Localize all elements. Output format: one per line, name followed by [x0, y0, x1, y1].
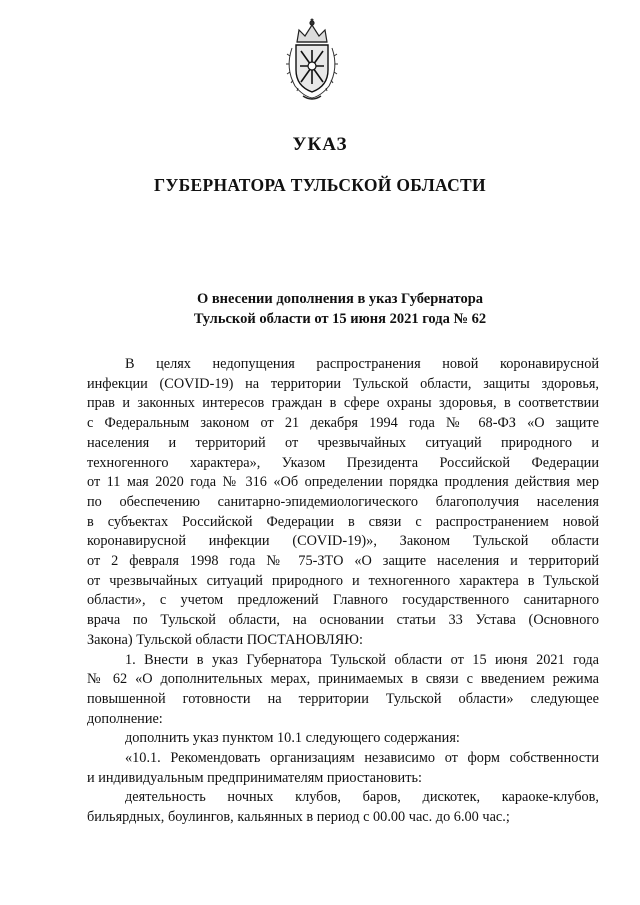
- document-subject: [120, 289, 560, 329]
- text-line: Закона) Тульской области ПОСТАНОВЛЯЮ:: [87, 631, 363, 648]
- item-1-paragraph: [87, 651, 599, 730]
- text-line: по обеспечению санитарно-эпидемиологического благополучия населения: [87, 493, 599, 510]
- text-line: деятельность ночных клубов, баров, дискотек, караоке-клубов,: [125, 789, 599, 806]
- preamble-paragraph: [87, 355, 599, 651]
- text-line: 1. Внести в указ Губернатора Тульской области от 15 июня 2021 года: [125, 651, 599, 668]
- document-body: [87, 355, 599, 828]
- text-line: бильярдных, боулингов, кальянных в период с 00.00 час. до 6.00 час.;: [87, 809, 510, 826]
- text-line: от 11 мая 2020 года № 316 «Об определении порядка продления действия мер: [87, 474, 599, 491]
- text-line: техногенного характера», Указом Президента Российской Федерации: [87, 454, 599, 471]
- text-line: от чрезвычайных ситуаций природного и техногенного характера в Тульской: [87, 572, 599, 589]
- text-line: области», с учетом предложений Главного государственного санитарного: [87, 592, 599, 609]
- subject-line: О внесении дополнения в указ Губернатора: [196, 291, 484, 307]
- text-line: № 62 «О дополнительных мерах, принимаемых в связи с введением режима: [87, 671, 599, 688]
- text-line: дополнение:: [87, 710, 163, 727]
- supplement-paragraph: [87, 729, 599, 749]
- text-line: инфекции (COVID-19) на территории Тульской области, защиты здоровья,: [87, 375, 599, 392]
- text-line: коронавирусной инфекции (COVID-19)», Законом Тульской области: [87, 533, 599, 550]
- text-line: в субъектах Российской Федерации в связи с распространением новой: [87, 513, 599, 530]
- document-heading: УКАЗ: [292, 134, 348, 155]
- text-line: населения и территорий от чрезвычайных ситуаций природного и: [87, 434, 599, 451]
- text-line: и индивидуальным предпринимателям приостановить:: [87, 769, 422, 786]
- text-line: от 2 февраля 1998 года № 75-ЗТО «О защите населения и территорий: [87, 553, 599, 570]
- text-line: с Федеральным законом от 21 декабря 1994 года № 68-ФЗ «О защите: [87, 415, 599, 432]
- text-line: дополнить указ пунктом 10.1 следующего содержания:: [125, 730, 460, 747]
- text-line: врача по Тульской области, на основании статьи 33 Устава (Основного: [87, 612, 599, 629]
- activity-paragraph: [87, 788, 599, 827]
- tula-region-coat-of-arms-emblem: [283, 18, 341, 102]
- text-line: В целях недопущения распространения новой коронавирусной: [125, 356, 599, 372]
- document-issuer: ГУБЕРНАТОРА ТУЛЬСКОЙ ОБЛАСТИ: [154, 175, 486, 195]
- point-10-1-paragraph: [87, 749, 599, 788]
- text-line: прав и законных интересов граждан в сфере охраны здоровья, в соответствии: [87, 395, 599, 412]
- subject-line: Тульской области от 15 июня 2021 года № 62: [193, 311, 487, 327]
- text-line: «10.1. Рекомендовать организациям независимо от форм собственности: [125, 750, 599, 767]
- text-line: повышенной готовности на территории Тульской области» следующее: [87, 690, 599, 707]
